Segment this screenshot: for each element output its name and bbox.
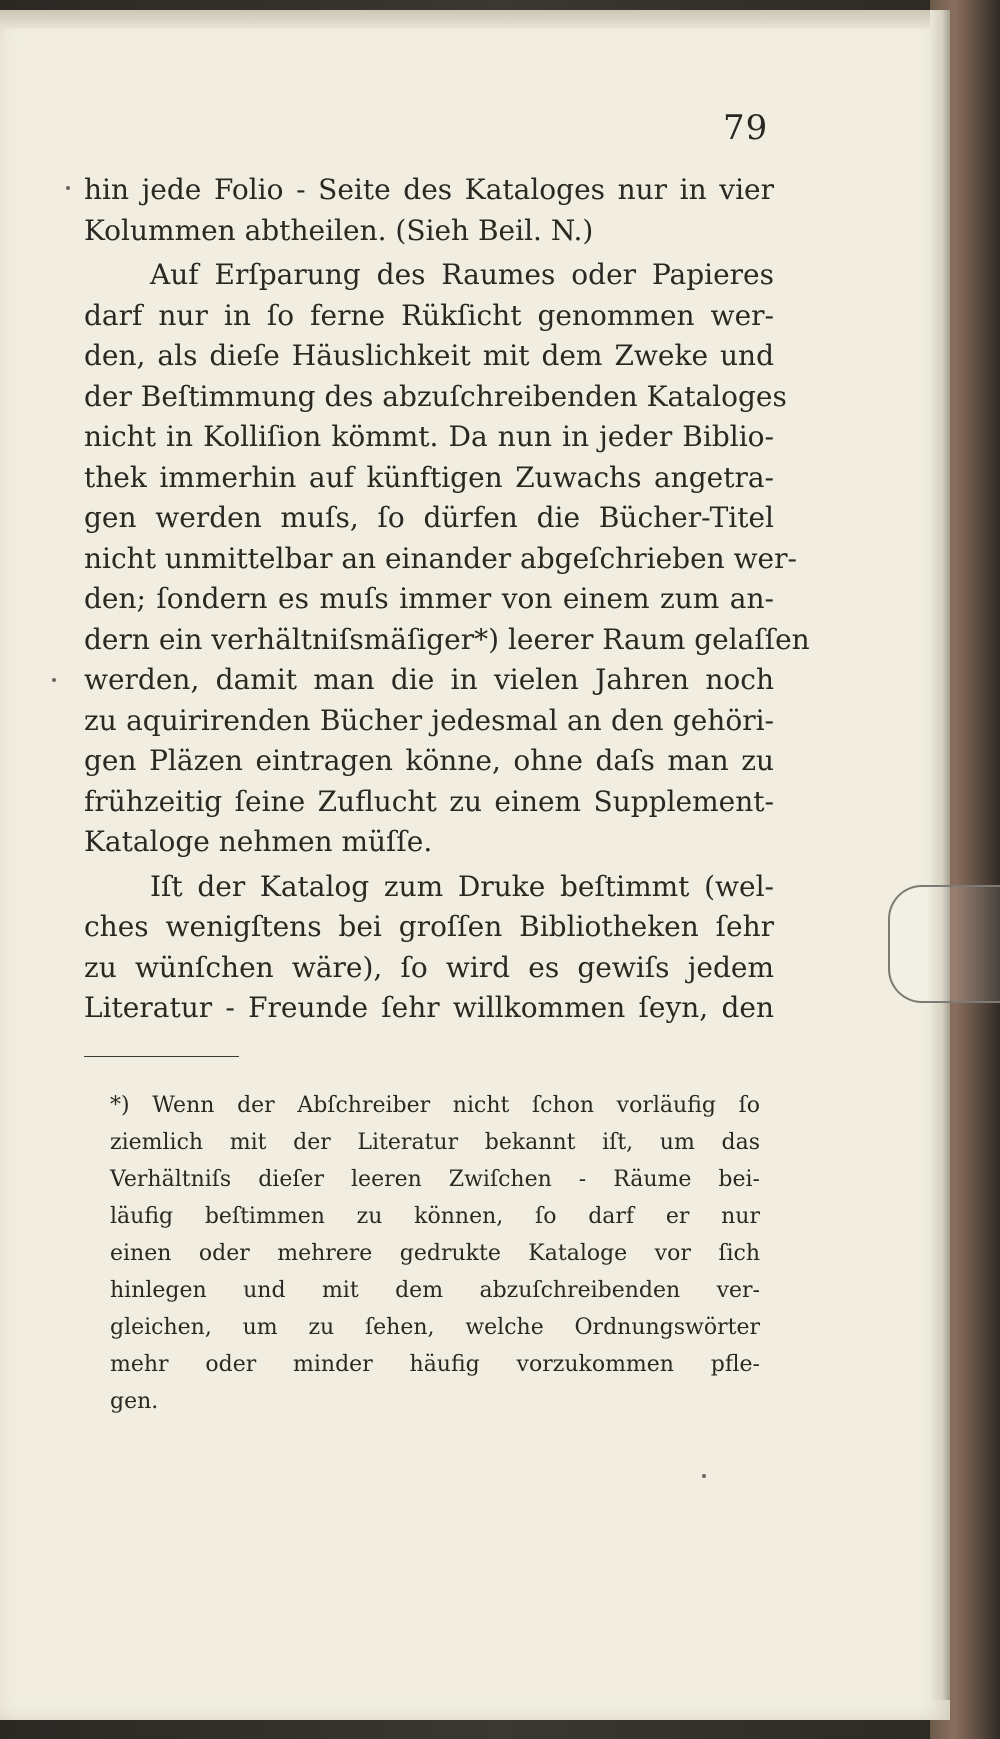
text-line: ches wenigſtens bei groſſen Bibliotheken ſehr [84, 910, 774, 943]
text-line: zu aquirirenden Bücher jedesmal an den gehöri- [84, 703, 774, 737]
text-line: den, als dieſe Häuslichkeit mit dem Zweke und [84, 339, 774, 372]
text-line: Kolummen abtheilen. (Sieh Beil. N.) [84, 213, 594, 247]
footnote-line: läufig beſtimmen zu können, ſo darf er nur [110, 1204, 760, 1229]
text-line: Literatur - Freunde ſehr willkommen ſeyn, den [84, 991, 774, 1024]
text-line: thek immerhin auf künftigen Zuwachs angetra- [84, 460, 774, 494]
ink-speck [52, 678, 56, 682]
footnote-line: gleichen, um zu ſehen, welche Ordnungswörter [110, 1315, 760, 1340]
footnote-line: gen. [110, 1389, 159, 1414]
text-line: den; ſondern es muſs immer von einem zum an- [84, 582, 774, 615]
footnote-line: mehr oder minder häufig vorzukommen pfle- [110, 1352, 760, 1377]
footnote-line: einen oder mehrere gedrukte Kataloge vor ſich [110, 1241, 760, 1266]
text-line: darf nur in ſo ferne Rükſicht genommen wer- [84, 298, 774, 332]
text-line: nicht unmittelbar an einander abgeſchrieben wer- [84, 541, 797, 575]
footnote-line: Verhältniſs dieſer leeren Zwiſchen - Räume bei- [110, 1167, 760, 1192]
page-clip [888, 885, 1000, 1003]
text-line: werden, damit man die in vielen Jahren noch [84, 663, 774, 696]
footnote-line: *) Wenn der Abſchreiber nicht ſchon vorläufig ſo [110, 1093, 760, 1118]
ink-speck [702, 1474, 706, 1478]
text-line: gen werden muſs, ſo dürfen die Bücher-Titel [84, 501, 774, 534]
text-line: Kataloge nehmen müſſe. [84, 825, 433, 858]
ink-speck [66, 186, 70, 190]
text-line: dern ein verhältniſsmäſiger*) leerer Raum gelaſſen [84, 622, 810, 656]
paragraph-1 [84, 170, 774, 251]
footnote-line: ziemlich mit der Literatur bekannt iſt, um das [110, 1130, 760, 1155]
main-text [84, 170, 810, 1029]
text-line: zu wünſchen wäre), ſo wird es gewiſs jedem [84, 950, 774, 984]
page-fore-edge [930, 10, 950, 1700]
text-line: hin jede Folio - Seite des Kataloges nur in vier [84, 173, 774, 206]
text-line: Auf Erſparung des Raumes oder Papieres [150, 258, 774, 291]
text-line: gen Pläzen eintragen könne, ohne daſs man zu [84, 744, 774, 777]
paragraph-2 [84, 255, 810, 863]
text-line: Iſt der Katalog zum Druke beſtimmt (wel- [150, 869, 774, 903]
book-page [0, 10, 950, 1720]
footnote-line: hinlegen und mit dem abzuſchreibenden ver- [110, 1278, 760, 1303]
paragraph-3 [84, 867, 774, 1029]
text-line: der Beſtimmung des abzuſchreibenden Kataloges [84, 379, 787, 413]
page-top-edge [0, 10, 950, 28]
text-line: nicht in Kolliſion kömmt. Da nun in jeder Biblio- [84, 420, 774, 453]
footnote [110, 1087, 760, 1420]
page-number: 79 [723, 108, 769, 148]
text-line: frühzeitig ſeine Zuflucht zu einem Supplement- [84, 784, 774, 818]
footnote-separator [84, 1056, 239, 1057]
